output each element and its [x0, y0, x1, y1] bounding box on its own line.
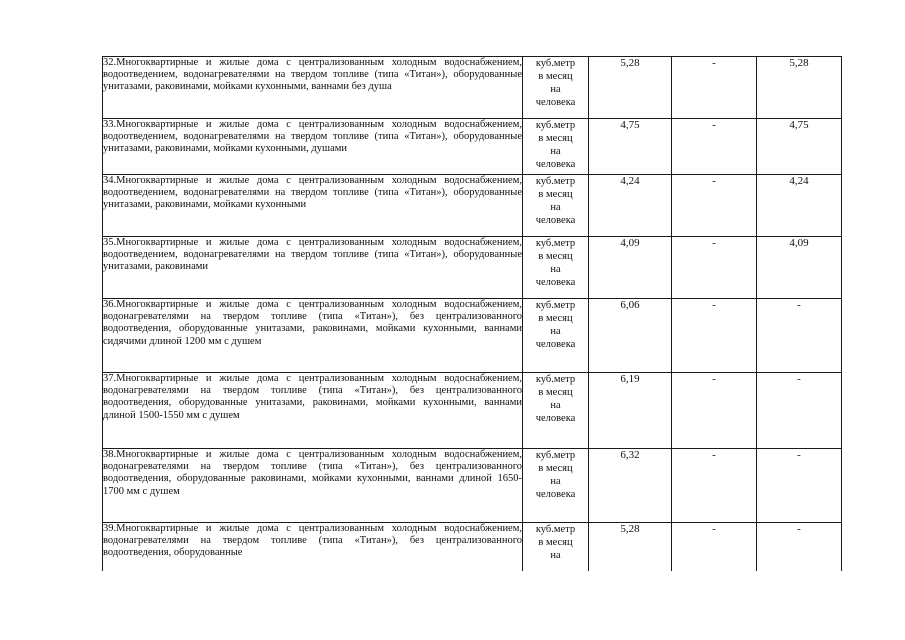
- col2-value: -: [672, 373, 757, 449]
- unit-line: куб.метр: [535, 524, 576, 535]
- row-description: [103, 523, 523, 571]
- table-row: [103, 119, 842, 175]
- col3-value: -: [757, 299, 842, 373]
- table-row: [103, 175, 842, 237]
- unit-line: человека: [535, 159, 576, 170]
- unit-line: человека: [535, 413, 576, 424]
- unit-line: куб.метр: [535, 300, 576, 311]
- unit-line: на: [550, 476, 561, 487]
- description-text: 36.Многоквартирные и жилые дома с централизованным холодным водоснабжением, водонагревателями на твердом топливе (типа «Титан»), без централизованного водоотведения, оборудованные унитазами, раковинами, мойками кухонными, ваннами сидячими длиной 1200 мм с душем: [103, 299, 522, 347]
- col3-value: -: [757, 449, 842, 523]
- description-text: 38.Многоквартирные и жилые дома с централизованным холодным водоснабжением, водонагревателями на твердом топливе (типа «Титан»), без централизованного водоотведения, оборудованные раковинами, мойками кухонными, ваннами длиной 1650-1700 мм с душем: [103, 449, 522, 497]
- unit-cell: [523, 119, 589, 175]
- col2-value: -: [672, 119, 757, 175]
- unit-cell: [523, 175, 589, 237]
- description-text: 34.Многоквартирные и жилые дома с централизованным холодным водоснабжением, водоотведением, водонагревателями на твердом топливе (типа «Титан»), оборудованные унитазами, раковинами, мойками кухонными: [103, 175, 522, 211]
- norm-value: 5,28: [589, 523, 672, 571]
- norm-value: 6,32: [589, 449, 672, 523]
- unit-line: куб.метр: [535, 374, 576, 385]
- unit-line: человека: [535, 339, 576, 350]
- row-description: [103, 449, 523, 523]
- unit-cell: [523, 449, 589, 523]
- row-description: [103, 175, 523, 237]
- norm-value: 6,19: [589, 373, 672, 449]
- description-text: 32.Многоквартирные и жилые дома с централизованным холодным водоснабжением, водоотведением, водонагревателями на твердом топливе (типа «Титан»), оборудованные унитазами, раковинами, мойками кухонными, ваннами без душа: [103, 57, 522, 93]
- unit-line: человека: [535, 277, 576, 288]
- description-text: 35.Многоквартирные и жилые дома с централизованным холодным водоснабжением, водоотведением, водонагревателями на твердом топливе (типа «Титан»), оборудованные унитазами, раковинами: [103, 237, 522, 273]
- unit-cell: [523, 373, 589, 449]
- table-row: [103, 373, 842, 449]
- col3-value: -: [757, 523, 842, 571]
- unit-cell: [523, 299, 589, 373]
- row-description: [103, 237, 523, 299]
- unit-line: на: [550, 202, 561, 213]
- unit-line: в месяц: [538, 133, 573, 144]
- col2-value: -: [672, 299, 757, 373]
- row-description: [103, 57, 523, 119]
- description-text: 37.Многоквартирные и жилые дома с централизованным холодным водоснабжением, водонагревателями на твердом топливе (типа «Титан»), без централизованного водоотведения, оборудованные унитазами, раковинами, мойками кухонными, ваннами длиной 1500-1550 мм с душем: [103, 373, 522, 421]
- col3-value: 4,09: [757, 237, 842, 299]
- col3-value: 4,75: [757, 119, 842, 175]
- col2-value: -: [672, 237, 757, 299]
- row-description: [103, 299, 523, 373]
- unit-line: на: [550, 146, 561, 157]
- unit-line: человека: [535, 215, 576, 226]
- row-description: [103, 119, 523, 175]
- unit-line: куб.метр: [535, 58, 576, 69]
- unit-cell: [523, 237, 589, 299]
- table-row: [103, 237, 842, 299]
- col3-value: 5,28: [757, 57, 842, 119]
- table-row: [103, 449, 842, 523]
- unit-line: в месяц: [538, 189, 573, 200]
- unit-line: в месяц: [538, 251, 573, 262]
- unit-line: человека: [535, 97, 576, 108]
- col3-value: 4,24: [757, 175, 842, 237]
- unit-line: на: [550, 84, 561, 95]
- norm-value: 6,06: [589, 299, 672, 373]
- table-row: [103, 299, 842, 373]
- norm-value: 4,24: [589, 175, 672, 237]
- water-norms-table: [102, 56, 842, 571]
- unit-line: на: [550, 326, 561, 337]
- col2-value: -: [672, 57, 757, 119]
- unit-line: на: [550, 400, 561, 411]
- col2-value: -: [672, 449, 757, 523]
- unit-cell: [523, 57, 589, 119]
- col3-value: -: [757, 373, 842, 449]
- col2-value: -: [672, 523, 757, 571]
- description-text: 39.Многоквартирные и жилые дома с централизованным холодным водоснабжением, водонагревателями на твердом топливе (типа «Титан»), без централизованного водоотведения, оборудованные: [103, 523, 522, 559]
- unit-line: куб.метр: [535, 450, 576, 461]
- table-row: [103, 523, 842, 571]
- unit-line: в месяц: [538, 537, 573, 548]
- unit-line: куб.метр: [535, 120, 576, 131]
- unit-line: в месяц: [538, 313, 573, 324]
- unit-line: куб.метр: [535, 176, 576, 187]
- description-text: 33.Многоквартирные и жилые дома с централизованным холодным водоснабжением, водоотведением, водонагревателями на твердом топливе (типа «Титан»), оборудованные унитазами, раковинами, мойками кухонными, душами: [103, 119, 522, 155]
- unit-line: на: [550, 264, 561, 275]
- unit-line: на: [550, 550, 561, 561]
- unit-line: человека: [535, 489, 576, 500]
- unit-line: в месяц: [538, 463, 573, 474]
- table-row: [103, 57, 842, 119]
- unit-line: в месяц: [538, 71, 573, 82]
- unit-line: в месяц: [538, 387, 573, 398]
- norm-value: 4,09: [589, 237, 672, 299]
- norm-value: 5,28: [589, 57, 672, 119]
- unit-line: куб.метр: [535, 238, 576, 249]
- row-description: [103, 373, 523, 449]
- norm-value: 4,75: [589, 119, 672, 175]
- unit-cell: [523, 523, 589, 571]
- col2-value: -: [672, 175, 757, 237]
